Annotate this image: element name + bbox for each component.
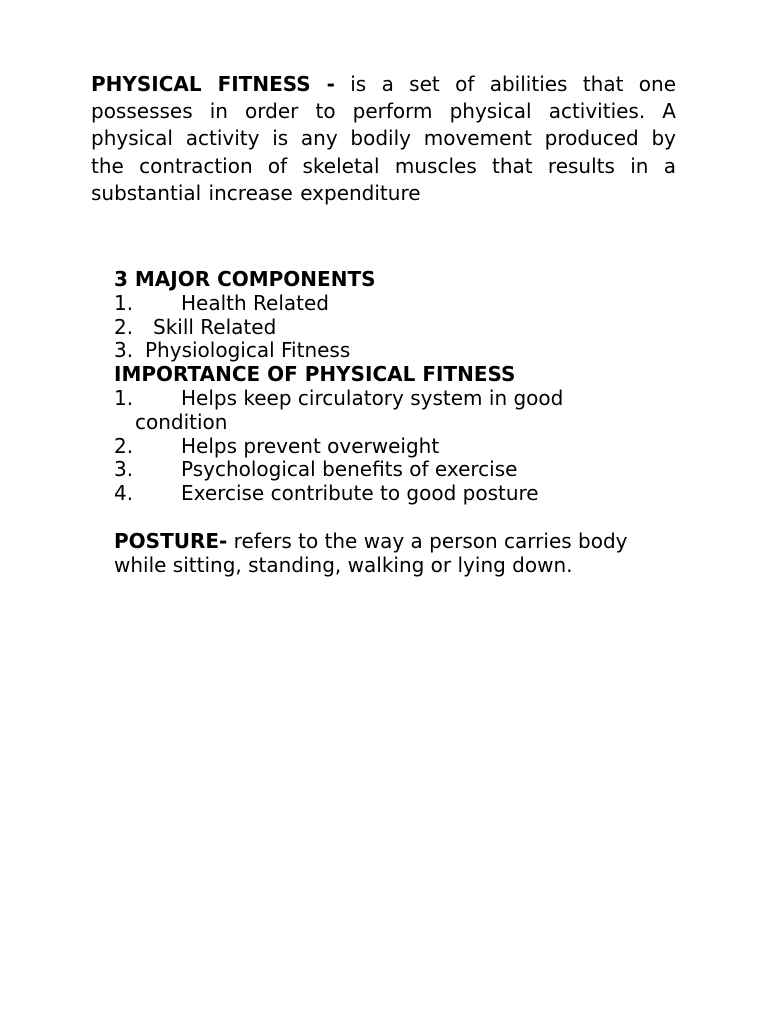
list-item <box>114 435 714 459</box>
posture-definition-text: refers to the way a person carries body while sitting, standing, walking or lying down. <box>114 529 628 578</box>
importance-heading: IMPORTANCE OF PHYSICAL FITNESS <box>114 362 516 387</box>
list-number: 2. <box>114 433 134 458</box>
list-item <box>114 339 714 363</box>
physical-fitness-term: PHYSICAL FITNESS - <box>91 72 335 96</box>
list-text: Psychological benefits of exercise <box>181 457 518 482</box>
list-item <box>114 316 714 340</box>
list-item <box>114 458 714 482</box>
list-item <box>114 482 714 506</box>
list-text: Exercise contribute to good posture <box>181 481 539 506</box>
list-number: 1. <box>114 385 134 410</box>
list-item <box>114 292 714 316</box>
list-text: Helps keep circulatory system in good <box>181 385 564 410</box>
list-item <box>114 387 714 411</box>
list-number: 3. <box>114 338 134 363</box>
list-text-continuation: condition <box>135 409 228 434</box>
list-number: 4. <box>114 481 134 506</box>
list-text: Helps prevent overweight <box>181 433 440 458</box>
physical-fitness-definition-text: is a set of abilities that one possesses in order to perform physical activities. A physical activity is any bodily movement produced by the contraction of skeletal muscles that results in a substantial increase expenditure <box>91 72 676 205</box>
list-text: Skill Related <box>153 314 277 339</box>
components-heading: 3 MAJOR COMPONENTS <box>114 267 376 291</box>
list-text: Health Related <box>181 290 329 315</box>
list-text: Physiological Fitness <box>145 338 351 363</box>
list-number: 3. <box>114 457 134 482</box>
posture-term: POSTURE- <box>114 529 228 553</box>
posture-definition <box>114 529 674 578</box>
physical-fitness-definition <box>91 71 676 207</box>
components-section <box>114 268 714 506</box>
list-number: 2. <box>114 314 134 339</box>
list-number: 1. <box>114 290 134 315</box>
